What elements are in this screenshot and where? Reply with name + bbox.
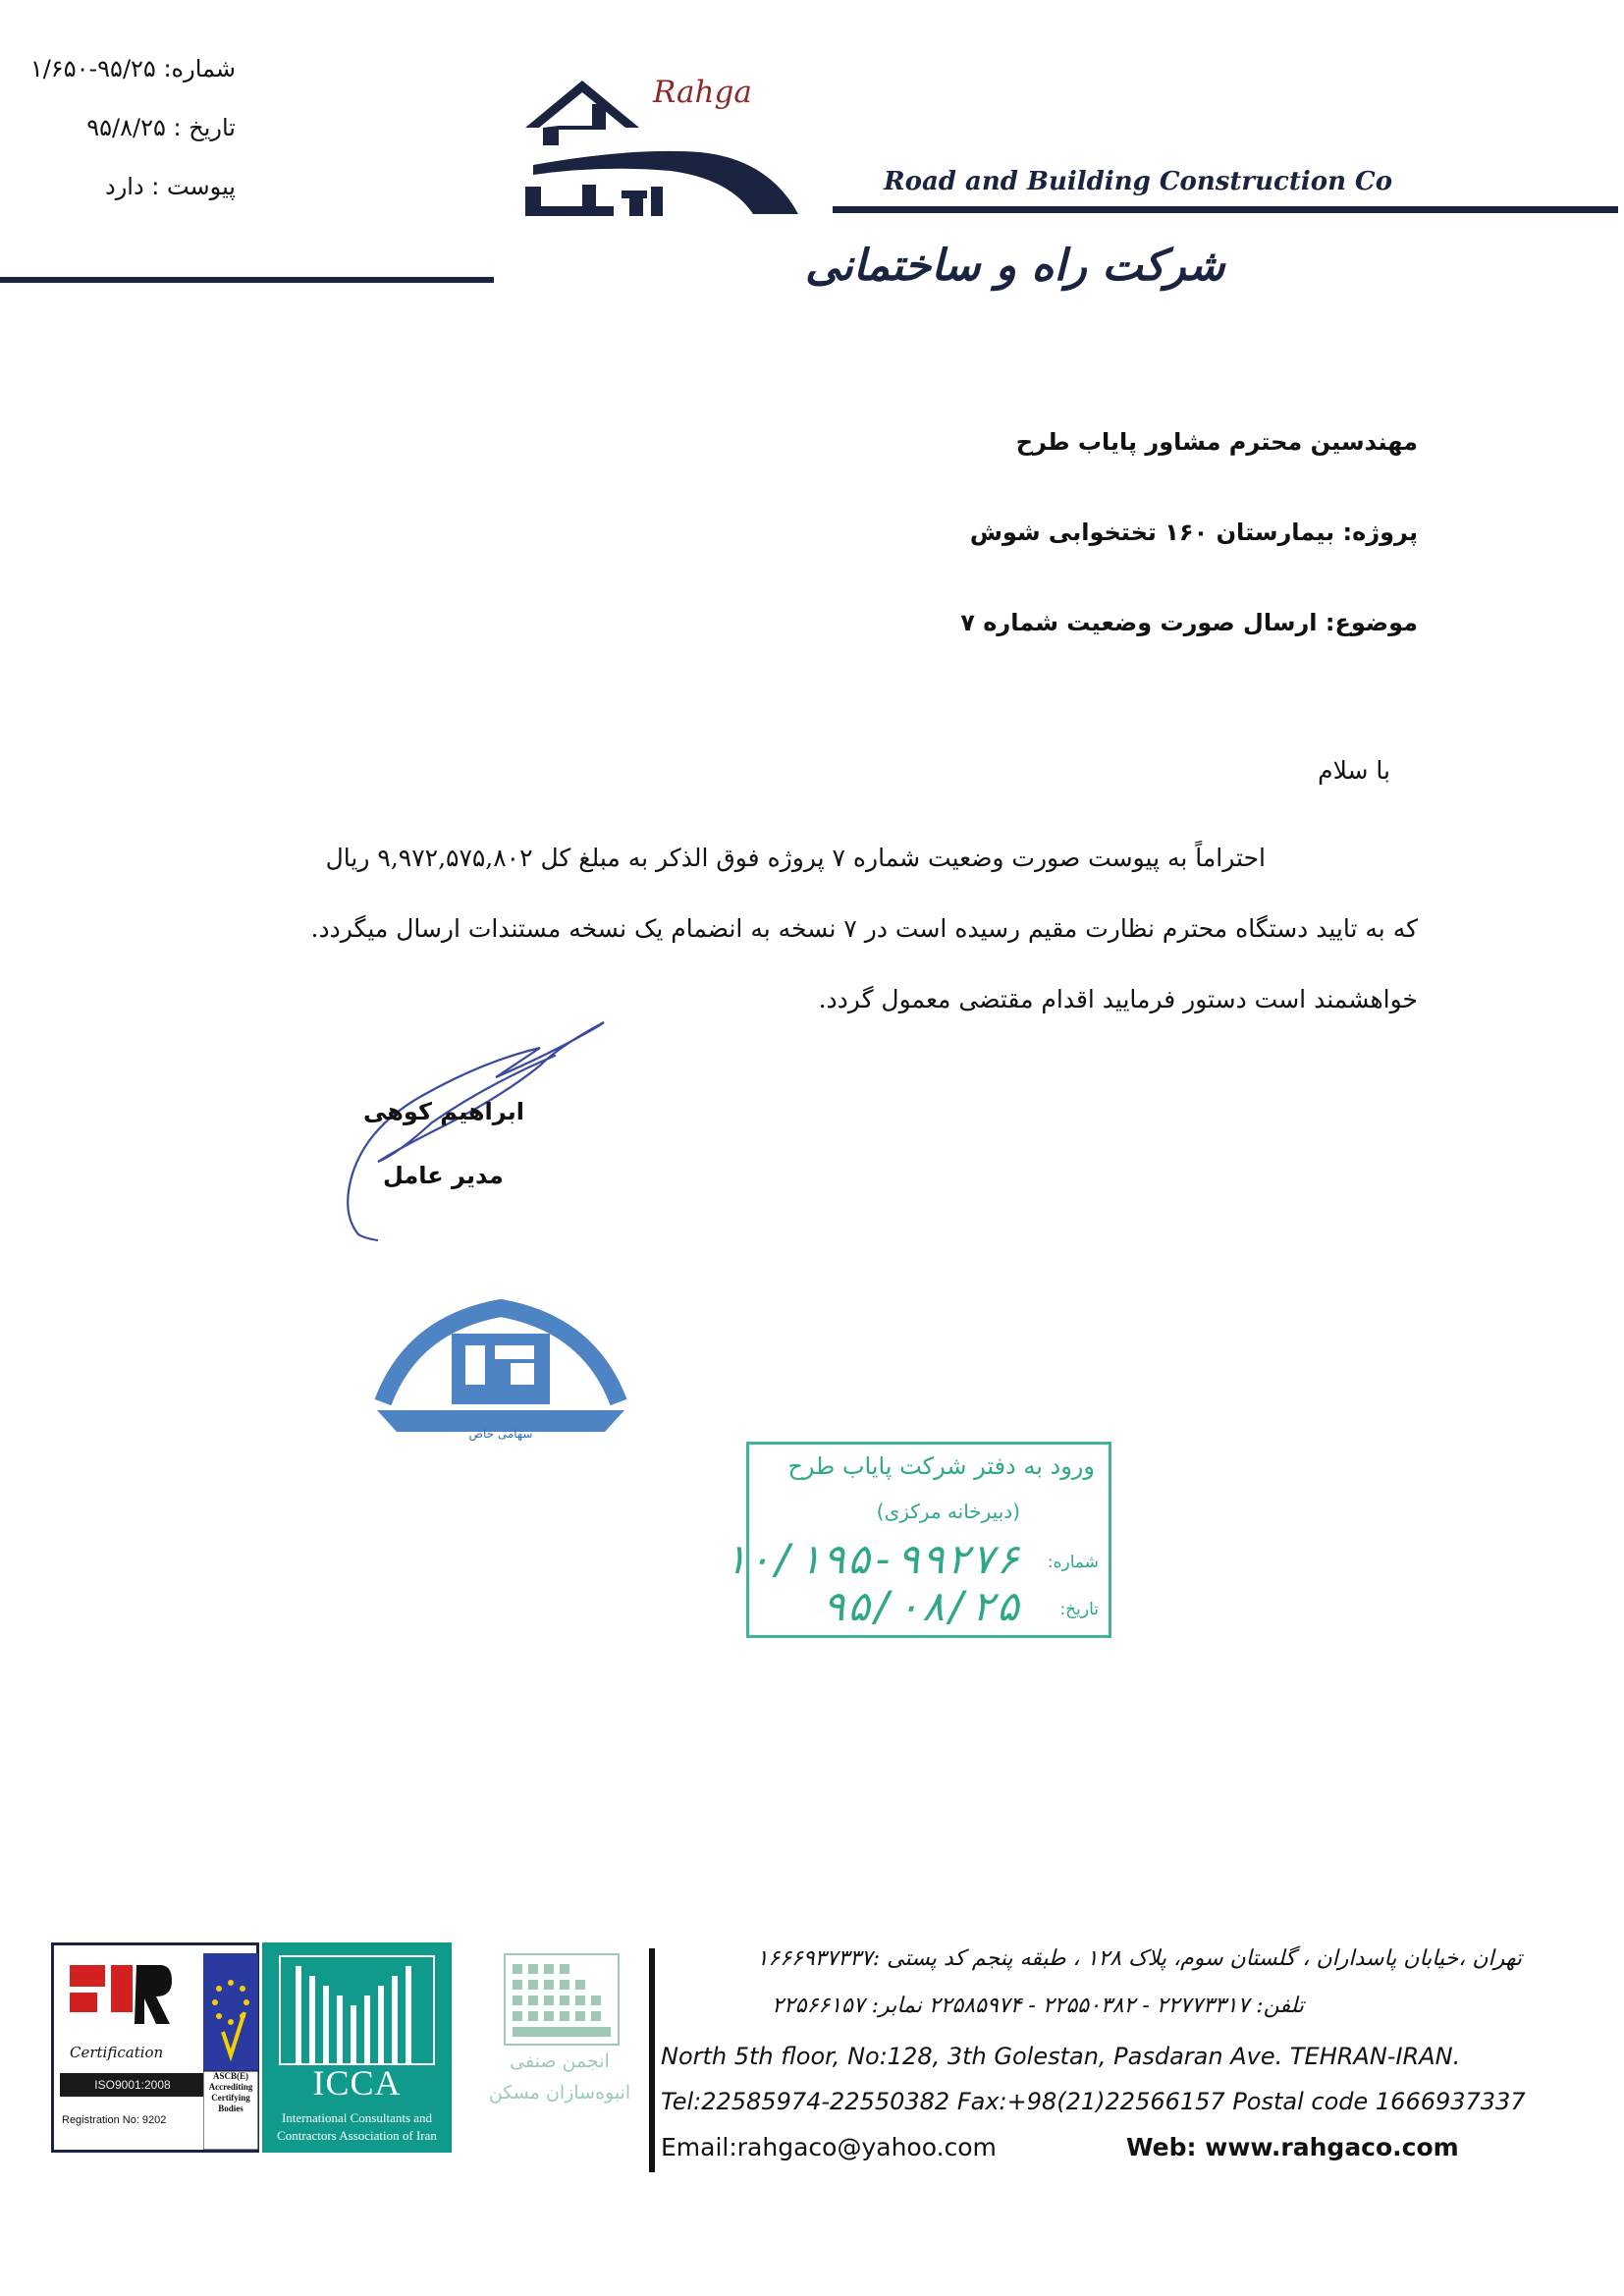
project-line: پروژه: بیمارستان ۱۶۰ تختخوابی شوش bbox=[969, 519, 1418, 546]
address-english: North 5th floor, No:128, 3th Golestan, Pasdaran Ave. TEHRAN-IRAN. bbox=[661, 2043, 1461, 2070]
asc-label bbox=[207, 2071, 254, 2114]
icca-caption-line: International Consultants and bbox=[281, 2110, 433, 2125]
cfr-certification-icon bbox=[66, 1959, 174, 2050]
icca-caption-line: Contractors Association of Iran bbox=[277, 2128, 437, 2143]
addressee: مهندسین محترم مشاور پایاب طرح bbox=[1015, 428, 1418, 456]
reference-divider bbox=[0, 277, 494, 283]
certification-badge bbox=[51, 1942, 259, 2153]
building-grid-icon bbox=[501, 1950, 623, 2049]
receipt-stamp bbox=[722, 1442, 1111, 1638]
seal-bottom-text: سهامی خاص bbox=[468, 1427, 533, 1441]
body-paragraph-line: خواهشمند است دستور فرمایید اقدام مقتضی معمول گردد. bbox=[818, 985, 1418, 1013]
signer-name: ابراهیم کوهی bbox=[363, 1098, 524, 1125]
logo-script-text: Rahga bbox=[653, 75, 752, 110]
reference-number: شماره: ۹۵/۲۵-۱/۶۵۰ bbox=[29, 55, 236, 82]
stamp-department-line: (دبیرخانه مرکزی) bbox=[876, 1500, 1020, 1523]
stamp-number-label: شماره: bbox=[1047, 1553, 1099, 1572]
phone-english: Tel:22585974-22550382 Fax:+98(21)22566157 Postal code 1666937337 bbox=[661, 2088, 1526, 2115]
website: Web: www.rahgaco.com bbox=[1126, 2133, 1459, 2161]
association-label-line: انجمن صنفی bbox=[510, 2050, 610, 2072]
subject-line: موضوع: ارسال صورت وضعیت شماره ۷ bbox=[960, 609, 1418, 636]
signer-title: مدیر عامل bbox=[383, 1162, 504, 1189]
housing-association-badge bbox=[471, 1942, 648, 2153]
address-persian: تهران ،خیابان پاسداران ، گلستان سوم، پلاک ۱۲۸ ، طبقه پنجم کد پستی :۱۶۶۶۹۳۷۳۳۷ bbox=[756, 1946, 1522, 1971]
body-paragraph-line: احتراماً به پیوست صورت وضعیت شماره ۷ پروژه فوق الذکر به مبلغ کل ۹,۹۷۲,۵۷۵,۸۰۲ ریال bbox=[325, 844, 1266, 872]
letter-body bbox=[69, 823, 1418, 1035]
body-paragraph-line: که به تایید دستگاه محترم نظارت مقیم رسیده است در ۷ نسخه به انضمام یک نسخه مستندات ارسال میگردد. bbox=[310, 914, 1418, 943]
registration-number: Registration No: 9202 bbox=[62, 2114, 167, 2126]
phone-persian: تلفن: ۲۲۷۷۳۳۱۷ - ۲۲۵۵۰۳۸۲ - ۲۲۵۸۵۹۷۴ نمابر: ۲۲۵۶۶۱۵۷ bbox=[772, 1994, 1304, 2018]
stamp-number: ۱۰/۱۹۵-۹۹۲۷۶ bbox=[722, 1535, 1020, 1583]
asc-caption: Accrediting Certifying Bodies bbox=[208, 2082, 253, 2113]
association-label-line: انبوه‌سازان مسکن bbox=[488, 2082, 631, 2104]
iso-label: ISO9001:2008 bbox=[60, 2073, 205, 2097]
asc-mark: ASCB(E) bbox=[212, 2071, 248, 2081]
company-name-english: Road and Building Construction Co bbox=[884, 167, 1393, 196]
cert-script-label: Certification bbox=[70, 2044, 164, 2061]
company-name-persian: شرکت راه و ساختمانی bbox=[805, 241, 1225, 291]
reference-date: تاریخ : ۹۵/۸/۲۵ bbox=[86, 114, 236, 141]
email-address: Email:rahgaco@yahoo.com bbox=[661, 2133, 997, 2161]
icca-caption bbox=[264, 2109, 450, 2145]
greeting: با سلام bbox=[1318, 756, 1390, 785]
stamp-date-label: تاریخ: bbox=[1059, 1600, 1099, 1619]
stamp-office-line: ورود به دفتر شرکت پایاب طرح bbox=[787, 1452, 1095, 1480]
letter-heading bbox=[731, 412, 1418, 683]
icca-badge bbox=[262, 1942, 452, 2153]
company-seal-stamp bbox=[373, 1294, 628, 1442]
reference-attachment: پیوست : دارد bbox=[105, 173, 236, 200]
footer-divider bbox=[649, 1948, 655, 2172]
stamp-date: ۹۵/۰۸/۲۵ bbox=[821, 1582, 1020, 1630]
eu-stars-icon bbox=[203, 1953, 258, 2150]
reference-block bbox=[0, 39, 236, 216]
icca-building-icon bbox=[276, 1952, 438, 2068]
header-divider bbox=[833, 206, 1618, 213]
icca-mark: ICCA bbox=[312, 2063, 402, 2103]
